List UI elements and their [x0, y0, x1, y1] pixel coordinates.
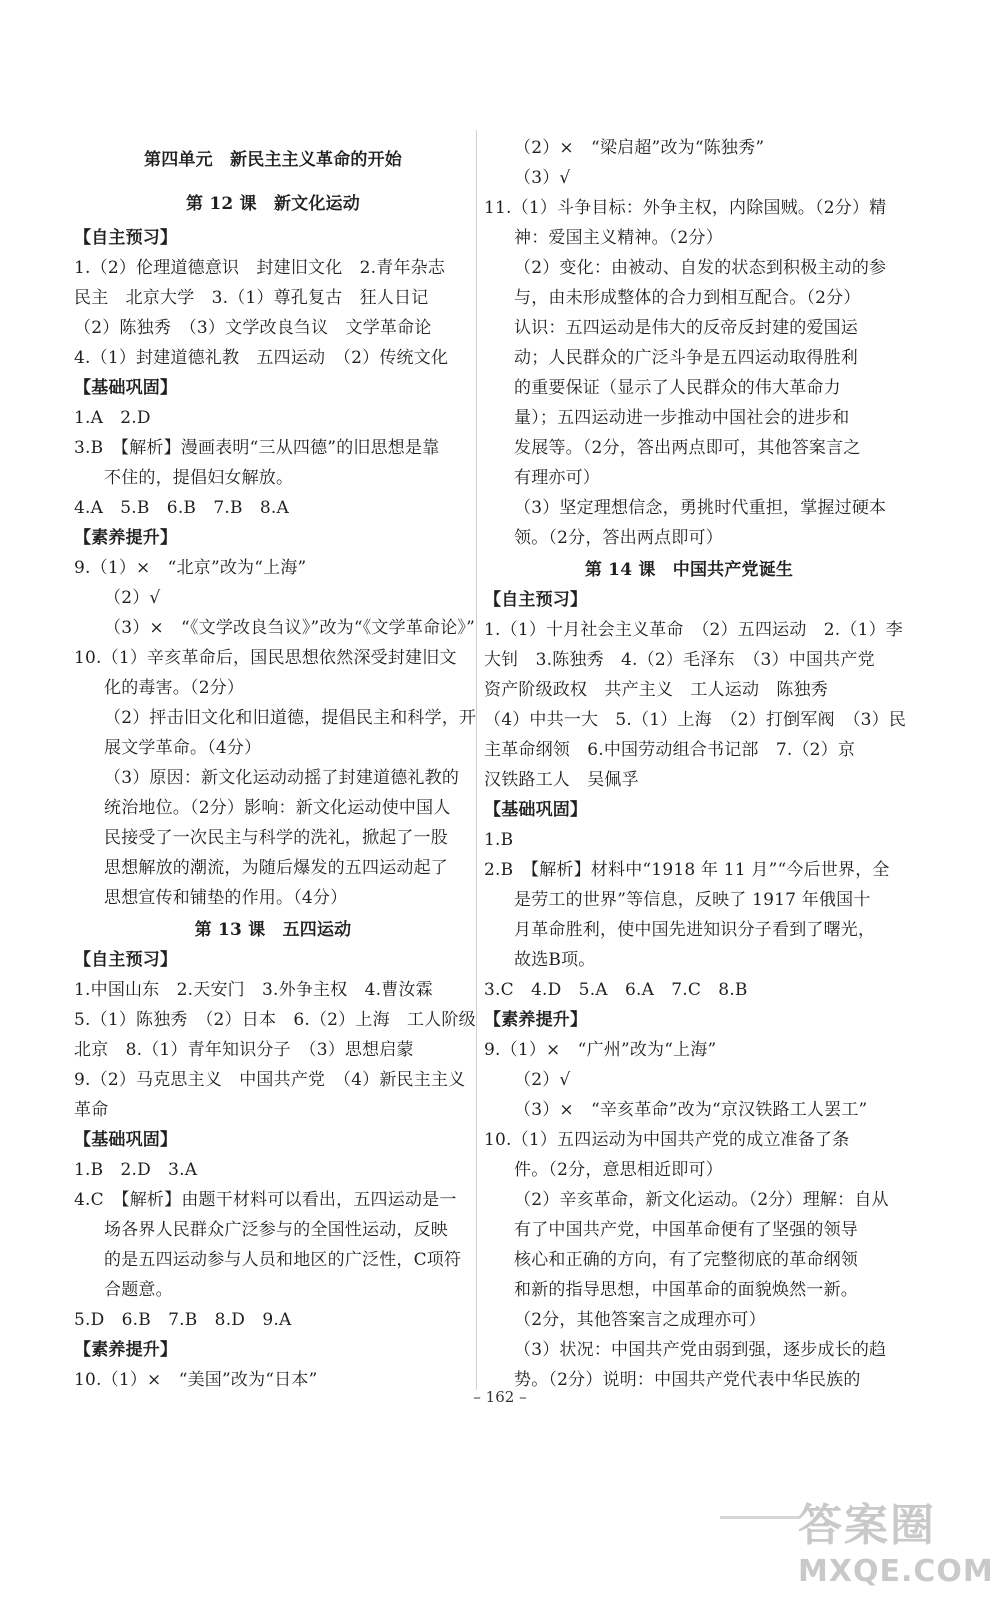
text-line: 4.A 5.B 6.B 7.B 8.A: [74, 498, 289, 518]
text-line: （3）√: [514, 168, 571, 188]
section-heading: 【素养提升】: [484, 1010, 588, 1030]
text-line: 资产阶级政权 共产主义 工人运动 陈独秀: [484, 680, 828, 700]
text-line: 动；人民群众的广泛斗争是五四运动取得胜利: [514, 348, 858, 368]
watermark-logo: 答案圈: [798, 1500, 936, 1551]
text-line: 10.（1）五四运动为中国共产党的成立准备了条: [484, 1130, 850, 1150]
text-line: 10.（1）辛亥革命后，国民思想依然深受封建旧文: [74, 648, 457, 668]
text-line: 统治地位。（2分）影响：新文化运动使中国人: [104, 798, 451, 818]
text-line: 展文学革命。（4分）: [104, 738, 262, 758]
text-line: 汉铁路工人 吴佩孚: [484, 770, 639, 790]
text-line: （2分，其他答案言之成理亦可）: [514, 1310, 766, 1330]
text-line: 1.B: [484, 830, 514, 850]
text-line: （2）√: [514, 1070, 571, 1090]
text-line: 1.A 2.D: [74, 408, 151, 428]
text-line: 北京 8.（1）青年知识分子 （3）思想启蒙: [74, 1040, 414, 1060]
text-line: 核心和正确的方向，有了完整彻底的革命纲领: [514, 1250, 858, 1270]
lesson-heading: 第 12 课 新文化运动: [186, 194, 360, 214]
text-line: 件。（2分，意思相近即可）: [514, 1160, 723, 1180]
text-line: 大钊 3.陈独秀 4.（2）毛泽东 （3）中国共产党: [484, 650, 875, 670]
lesson-heading: 第 13 课 五四运动: [194, 920, 352, 940]
text-line: 发展等。（2分，答出两点即可，其他答案言之: [514, 438, 861, 458]
text-line: 认识：五四运动是伟大的反帝反封建的爱国运: [514, 318, 858, 338]
text-line: （3）状况：中国共产党由弱到强，逐步成长的趋: [514, 1340, 887, 1360]
text-line: 思想宣传和铺垫的作用。（4分）: [104, 888, 348, 908]
text-line: 和新的指导思想，中国革命的面貌焕然一新。: [514, 1280, 858, 1300]
text-line: 合题意。: [104, 1280, 173, 1300]
section-heading: 【基础巩固】: [74, 1130, 178, 1150]
section-heading: 【基础巩固】: [74, 378, 178, 398]
text-line: 10.（1）× “美国”改为“日本”: [74, 1370, 318, 1390]
text-line: 4.C 【解析】由题干材料可以看出，五四运动是一: [74, 1190, 457, 1210]
section-heading: 【基础巩固】: [484, 800, 588, 820]
section-heading: 【自主预习】: [74, 950, 178, 970]
unit-heading: 第四单元 新民主主义革命的开始: [144, 150, 402, 170]
text-line: 9.（1）× “北京”改为“上海”: [74, 558, 307, 578]
text-line: 的是五四运动参与人员和地区的广泛性，C项符: [104, 1250, 462, 1270]
text-line: 主革命纲领 6.中国劳动组合书记部 7.（2）京: [484, 740, 856, 760]
text-line: （2）× “梁启超”改为“陈独秀”: [514, 138, 765, 158]
text-line: （3）坚定理想信念，勇挑时代重担，掌握过硬本: [514, 498, 887, 518]
text-line: 神：爱国主义精神。（2分）: [514, 228, 723, 248]
text-line: （2）陈独秀 （3）文学改良刍议 文学革命论: [74, 318, 432, 338]
text-line: 3.C 4.D 5.A 6.A 7.C 8.B: [484, 980, 748, 1000]
text-line: 革命: [74, 1100, 109, 1120]
text-line: 思想解放的潮流，为随后爆发的五四运动起了: [104, 858, 448, 878]
text-line: （2）√: [104, 588, 161, 608]
text-line: 与，由未形成整体的合力到相互配合。（2分）: [514, 288, 861, 308]
text-line: 2.B 【解析】材料中“1918 年 11 月”“今后世界，全: [484, 860, 890, 880]
text-line: 是劳工的世界”等信息，反映了 1917 年俄国十: [514, 890, 871, 910]
text-line: 有理亦可）: [514, 468, 600, 488]
watermark-stroke: [720, 1516, 800, 1519]
text-line: 民接受了一次民主与科学的洗礼，掀起了一股: [104, 828, 448, 848]
column-divider: [476, 130, 477, 1390]
watermark-domain: MXQE.COM: [798, 1554, 994, 1589]
section-heading: 【自主预习】: [484, 590, 588, 610]
text-line: 1.（1）十月社会主义革命 （2）五四运动 2.（1）李: [484, 620, 903, 640]
lesson-heading: 第 14 课 中国共产党诞生: [584, 560, 794, 580]
text-line: 的重要保证（显示了人民群众的伟大革命力: [514, 378, 841, 398]
text-line: （4）中共一大 5.（1）上海 （2）打倒军阀 （3）民: [484, 710, 907, 730]
text-line: 故选B项。: [514, 950, 596, 970]
text-line: 11.（1）斗争目标：外争主权，内除国贼。（2分）精: [484, 198, 887, 218]
section-heading: 【素养提升】: [74, 528, 178, 548]
text-line: 1.B 2.D 3.A: [74, 1160, 198, 1180]
text-line: （2）辛亥革命，新文化运动。（2分）理解：自从: [514, 1190, 889, 1210]
text-line: 4.（1）封建道德礼教 五四运动 （2）传统文化: [74, 348, 449, 368]
text-line: 化的毒害。（2分）: [104, 678, 245, 698]
text-line: （3）原因：新文化运动动摇了封建道德礼教的: [104, 768, 460, 788]
section-heading: 【自主预习】: [74, 228, 178, 248]
watermark: [798, 1498, 994, 1594]
text-line: 3.B 【解析】漫画表明“三从四德”的旧思想是靠: [74, 438, 440, 458]
section-heading: 【素养提升】: [74, 1340, 178, 1360]
text-line: 量）；五四运动进一步推动中国社会的进步和: [514, 408, 850, 428]
text-line: 场各界人民群众广泛参与的全国性运动，反映: [104, 1220, 448, 1240]
text-line: 5.（1）陈独秀 （2）日本 6.（2）上海 工人阶级: [74, 1010, 476, 1030]
page-number: – 162 –: [473, 1388, 527, 1406]
text-line: 9.（1）× “广州”改为“上海”: [484, 1040, 717, 1060]
text-line: 民主 北京大学 3.（1）尊孔复古 狂人日记: [74, 288, 429, 308]
text-line: 1.（2）伦理道德意识 封建旧文化 2.青年杂志: [74, 258, 446, 278]
text-line: （2）抨击旧文化和旧道德，提倡民主和科学，开: [104, 708, 477, 728]
text-line: 有了中国共产党，中国革命便有了坚强的领导: [514, 1220, 858, 1240]
text-line: 月革命胜利，使中国先进知识分子看到了曙光，: [514, 920, 876, 940]
text-line: （3）× “《文学改良刍议》”改为“《文学革命论》”: [104, 618, 476, 638]
text-line: 领。（2分，答出两点即可）: [514, 528, 723, 548]
text-line: 1.中国山东 2.天安门 3.外争主权 4.曹汝霖: [74, 980, 433, 1000]
text-line: 5.D 6.B 7.B 8.D 9.A: [74, 1310, 292, 1330]
text-line: 势。（2分）说明：中国共产党代表中华民族的: [514, 1370, 861, 1390]
text-line: （2）变化：由被动、自发的状态到积极主动的参: [514, 258, 887, 278]
text-line: 不住的，提倡妇女解放。: [104, 468, 294, 488]
text-line: （3）× “辛亥革命”改为“京汉铁路工人罢工”: [514, 1100, 868, 1120]
text-line: 9.（2）马克思主义 中国共产党 （4）新民主主义: [74, 1070, 466, 1090]
